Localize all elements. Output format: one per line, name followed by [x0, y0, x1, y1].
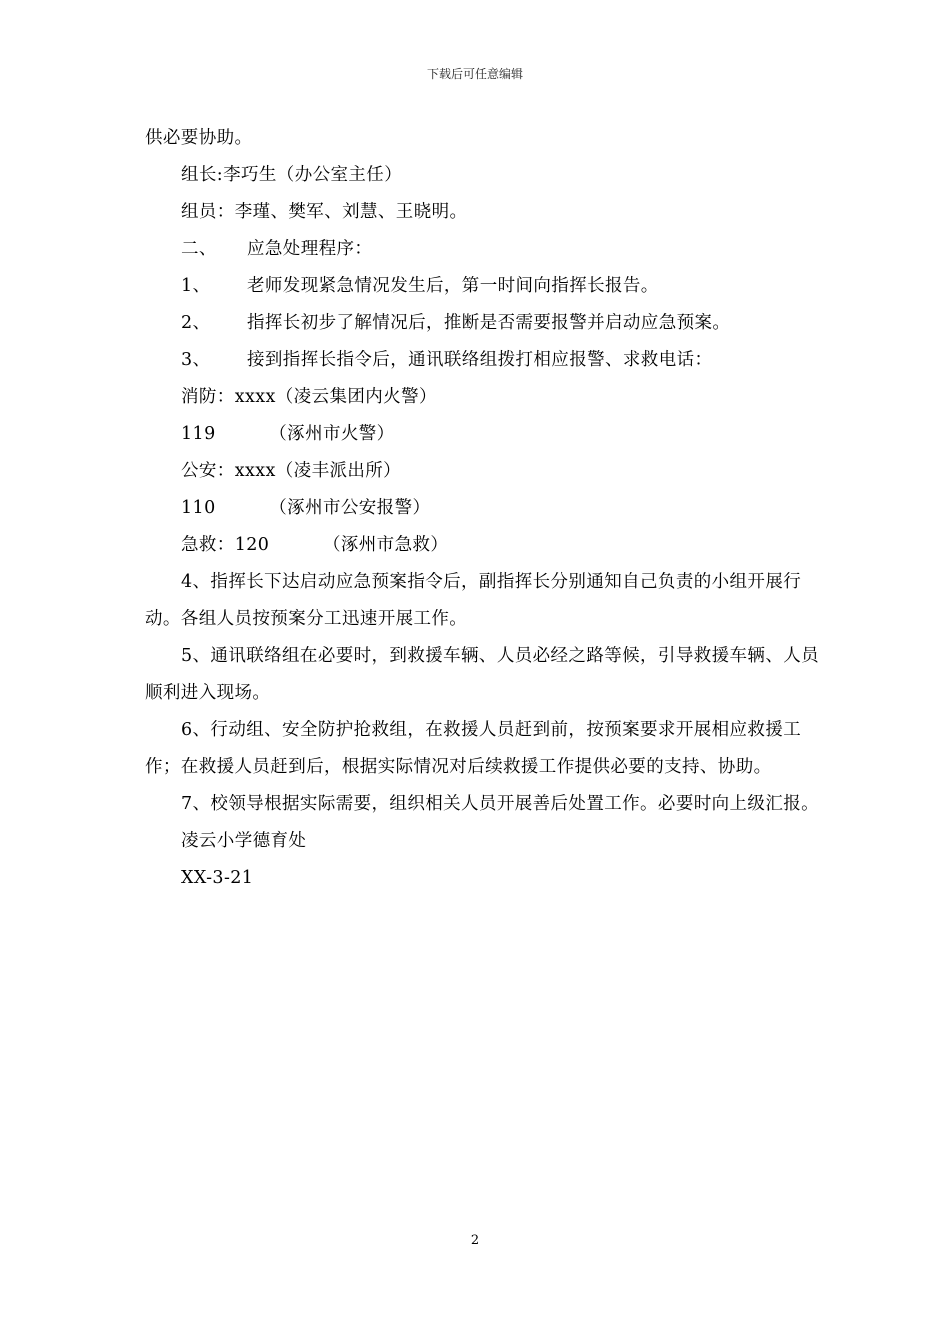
phone-emergency: 急救：120 （涿州市急救） — [181, 535, 449, 555]
procedure-step-3 — [145, 342, 825, 379]
procedure-step-6: 6、行动组、安全防护抢救组，在救援人员赶到前，按预案要求开展相应救援工作；在救援人员赶到后，根据实际情况对后续救援工作提供必要的支持、协助。 — [145, 720, 802, 777]
phone-fire-internal: 消防：xxxx（凌云集团内火警） — [181, 387, 437, 407]
paragraph-continuation: 供必要协助。 — [145, 128, 253, 148]
procedure-step-2 — [145, 305, 825, 342]
step-text: 老师发现紧急情况发生后，第一时间向指挥长报告。 — [247, 276, 659, 296]
signature-date: XX-3-21 — [181, 868, 254, 888]
document-body — [145, 120, 825, 897]
section-title: 应急处理程序： — [247, 239, 373, 259]
procedure-step-1 — [145, 268, 825, 305]
step-number: 1、 — [181, 276, 211, 296]
phone-police-city: 110 （涿州市公安报警） — [181, 498, 431, 518]
paragraph-group-members: 组员：李瑾、樊军、刘慧、王晓明。 — [181, 202, 468, 222]
section-heading-procedure — [145, 231, 825, 268]
page-header: 下载后可任意编辑 — [426, 67, 523, 81]
phone-police-local: 公安：xxxx（凌丰派出所） — [181, 461, 402, 481]
signature-department: 凌云小学德育处 — [181, 831, 307, 851]
step-number: 2、 — [181, 313, 211, 333]
procedure-step-5: 5、通讯联络组在必要时，到救援车辆、人员必经之路等候，引导救援车辆、人员顺利进入现场。 — [145, 646, 820, 703]
procedure-step-7: 7、校领导根据实际需要，组织相关人员开展善后处置工作。必要时向上级汇报。 — [181, 794, 820, 814]
phone-fire-city: 119 （涿州市火警） — [181, 424, 395, 444]
procedure-step-4: 4、指挥长下达启动应急预案指令后，副指挥长分别通知自己负责的小组开展行动。各组人员按预案分工迅速开展工作。 — [145, 572, 802, 629]
section-number: 二、 — [181, 239, 217, 259]
step-text: 指挥长初步了解情况后，推断是否需要报警并启动应急预案。 — [247, 313, 731, 333]
step-text: 接到指挥长指令后，通讯联络组拨打相应报警、求救电话： — [247, 350, 713, 370]
page-number: 2 — [470, 1233, 480, 1248]
paragraph-group-leader: 组长:李巧生（办公室主任） — [181, 165, 403, 185]
step-number: 3、 — [181, 350, 211, 370]
